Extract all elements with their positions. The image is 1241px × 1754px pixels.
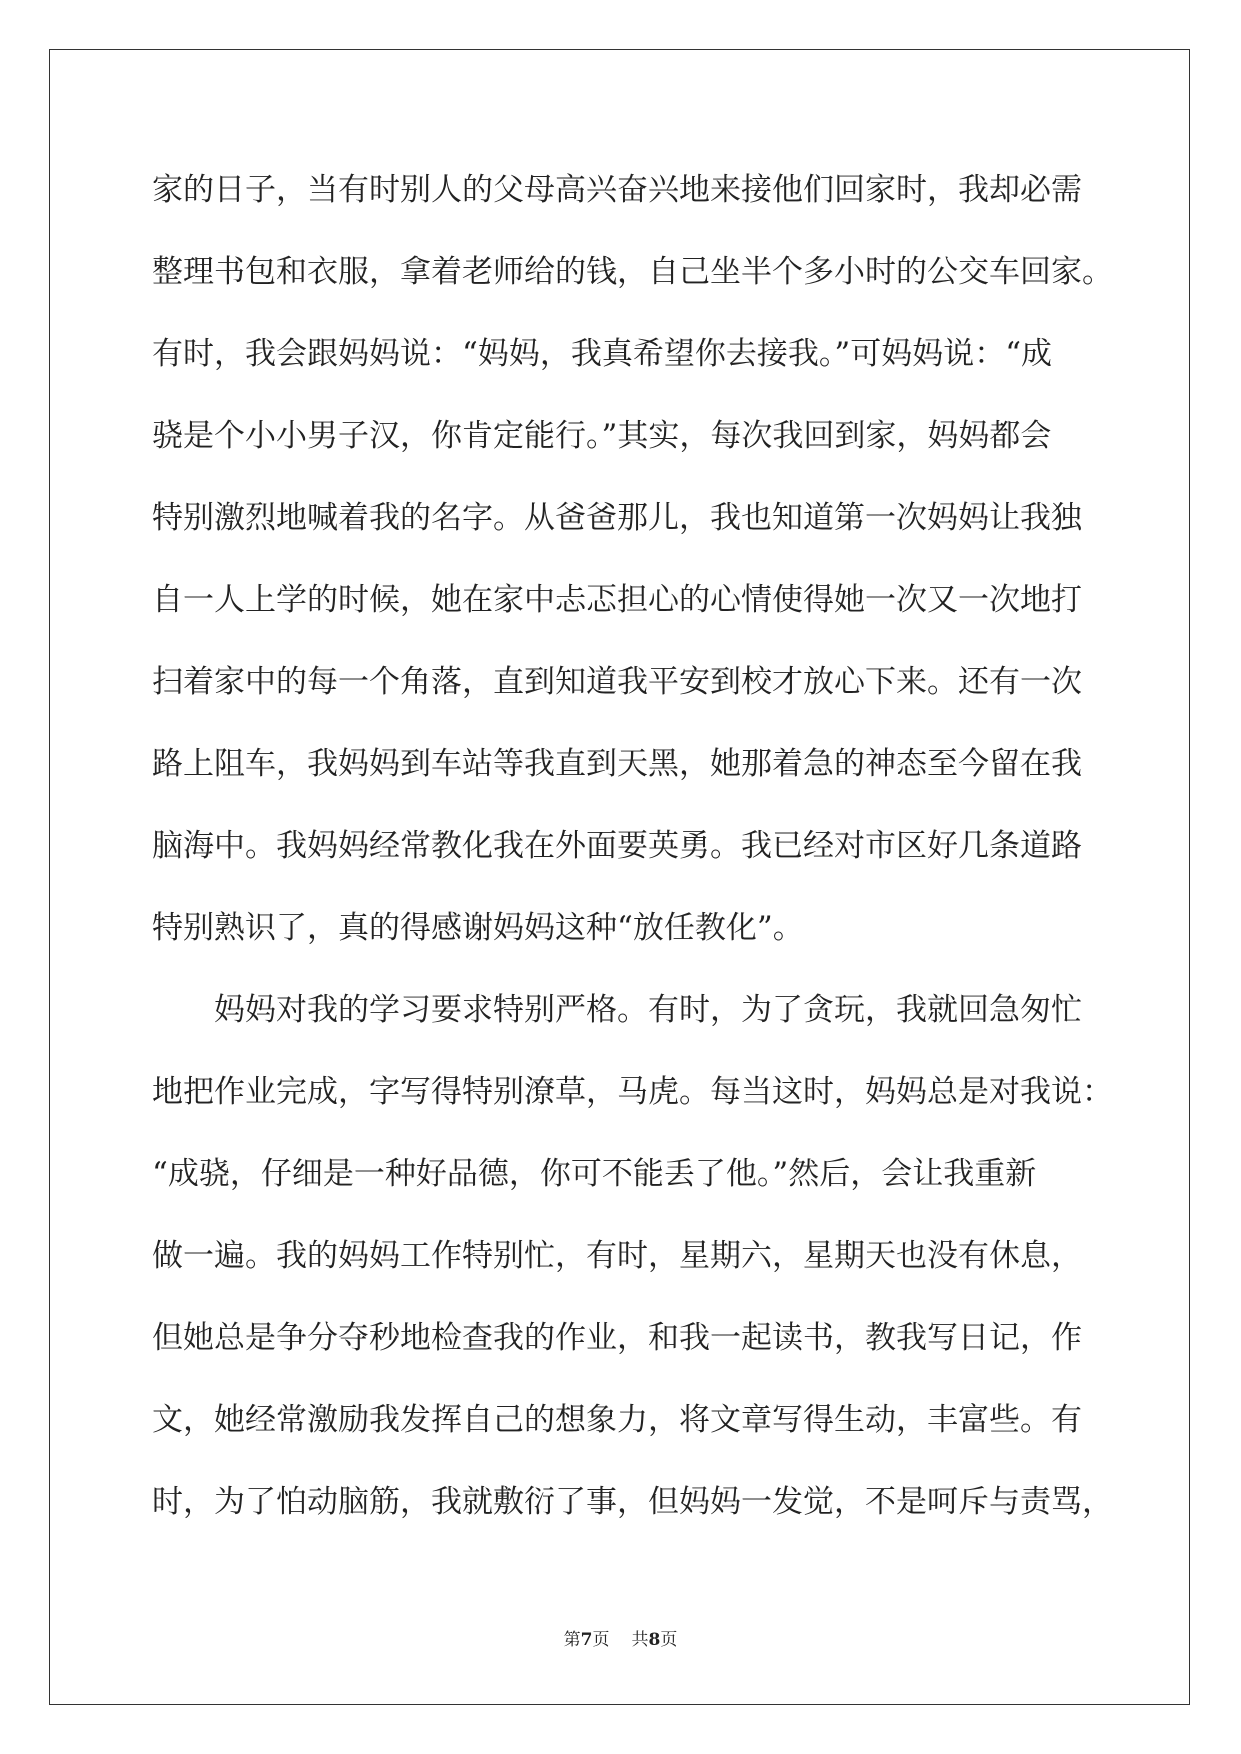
total-prefix: 共 bbox=[631, 1630, 649, 1650]
page-footer bbox=[0, 1625, 1241, 1650]
text-line: 做一遍。我的妈妈工作特别忙，有时，星期六，星期天也没有休息， bbox=[152, 1238, 1082, 1274]
page-suffix: 页 bbox=[592, 1630, 610, 1650]
text-line: 自一人上学的时候，她在家中忐忑担心的心情使得她一次又一次地打 bbox=[152, 582, 1082, 618]
text-line: 地把作业完成，字写得特别潦草，马虎。每当这时，妈妈总是对我说： bbox=[152, 1074, 1113, 1110]
document-body bbox=[152, 160, 1113, 1554]
text-line: 整理书包和衣服，拿着老师给的钱，自己坐半个多小时的公交车回家。 bbox=[152, 254, 1113, 290]
text-line: 特别激烈地喊着我的名字。从爸爸那儿，我也知道第一次妈妈让我独 bbox=[152, 500, 1082, 536]
text-line: 家的日子，当有时别人的父母高兴奋兴地来接他们回家时，我却必需 bbox=[152, 172, 1082, 208]
text-line: 妈妈对我的学习要求特别严格。有时，为了贪玩，我就回急匆忙 bbox=[152, 992, 1082, 1028]
text-line: 文，她经常激励我发挥自己的想象力，将文章写得生动，丰富些。有 bbox=[152, 1402, 1082, 1438]
text-line: “成骁，仔细是一种好品德，你可不能丢了他。”然后，会让我重新 bbox=[152, 1156, 1037, 1192]
text-line: 有时，我会跟妈妈说：“妈妈，我真希望你去接我。”可妈妈说：“成 bbox=[152, 336, 1053, 372]
text-line: 路上阻车，我妈妈到车站等我直到天黑，她那着急的神态至今留在我 bbox=[152, 746, 1082, 782]
text-line: 但她总是争分夺秒地检查我的作业，和我一起读书，教我写日记，作 bbox=[152, 1320, 1082, 1356]
text-line: 扫着家中的每一个角落，直到知道我平安到校才放心下来。还有一次 bbox=[152, 664, 1082, 700]
text-line: 特别熟识了，真的得感谢妈妈这种“放任教化”。 bbox=[152, 910, 804, 946]
current-page-number: 7 bbox=[580, 1630, 593, 1650]
total-suffix: 页 bbox=[660, 1630, 678, 1650]
text-line: 脑海中。我妈妈经常教化我在外面要英勇。我已经对市区好几条道路 bbox=[152, 828, 1082, 864]
page-prefix: 第 bbox=[563, 1630, 581, 1650]
text-line: 时，为了怕动脑筋，我就敷衍了事，但妈妈一发觉，不是呵斥与责骂， bbox=[152, 1484, 1113, 1520]
total-page-number: 8 bbox=[648, 1630, 661, 1650]
text-line: 骁是个小小男子汉，你肯定能行。”其实，每次我回到家，妈妈都会 bbox=[152, 418, 1052, 454]
